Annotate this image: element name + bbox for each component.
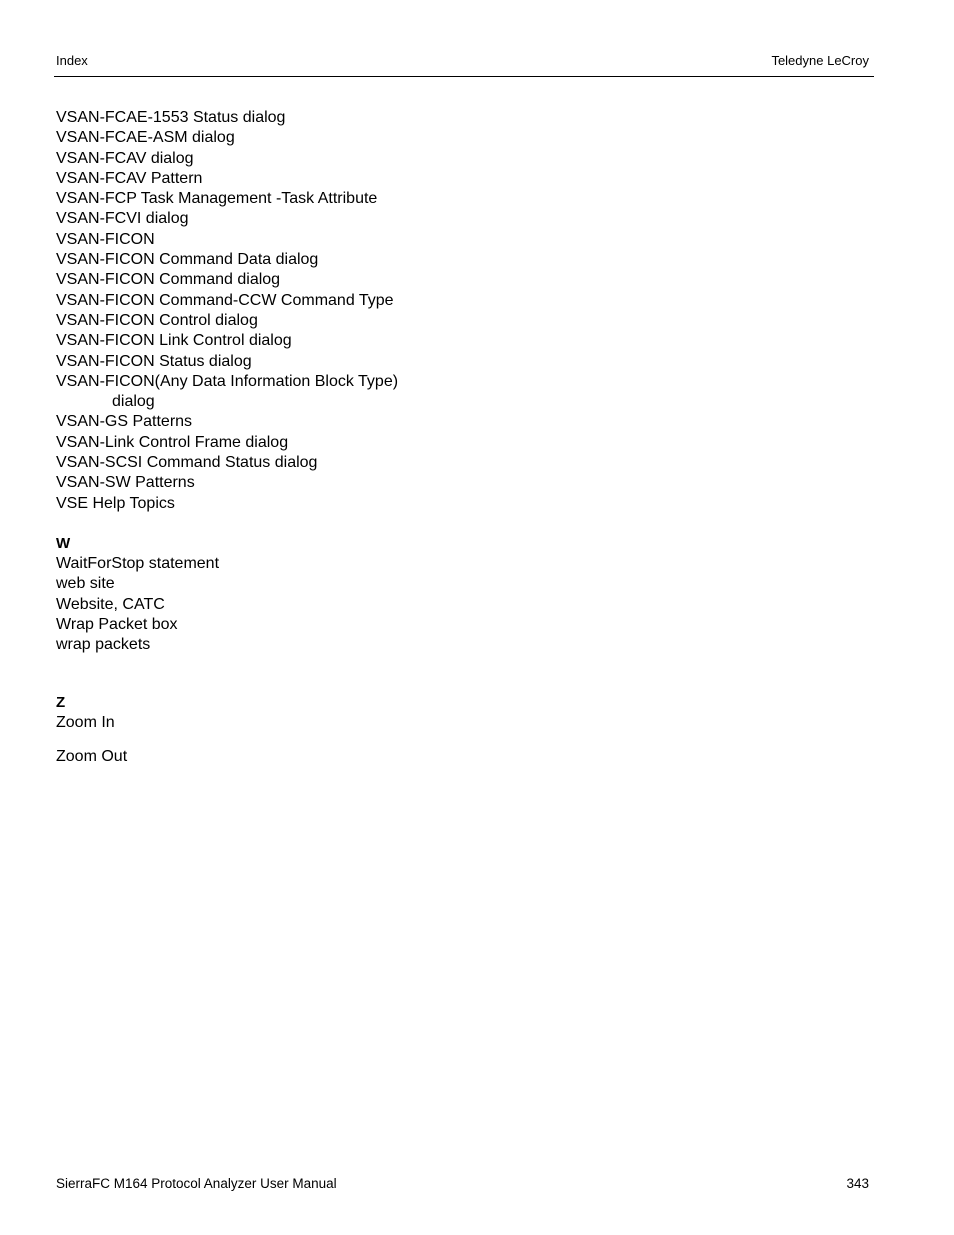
index-entry: VSAN-FCAV Pattern bbox=[56, 169, 203, 187]
index-section-w bbox=[56, 534, 219, 655]
index-entry: VSAN-GS Patterns bbox=[56, 413, 193, 431]
page-footer bbox=[56, 1176, 869, 1191]
index-entry: VSAN-FICON Command dialog bbox=[56, 271, 281, 289]
index-entry: VSAN-FICON(Any Data Information Block Type) bbox=[56, 372, 399, 390]
index-entry: VSAN-SW Patterns bbox=[56, 474, 195, 492]
index-entry: VSAN-FCAE-ASM dialog bbox=[56, 129, 235, 147]
index-entry: VSAN-FICON bbox=[56, 230, 155, 248]
index-list-v bbox=[56, 108, 398, 514]
index-entry: Zoom In bbox=[56, 714, 115, 731]
index-entry: VSAN-FCVI dialog bbox=[56, 210, 189, 228]
index-entry: VSAN-FCP Task Management -Task Attribute bbox=[56, 190, 378, 208]
index-entry: web site bbox=[56, 575, 115, 593]
index-entry: VSAN-FICON Control dialog bbox=[56, 311, 258, 329]
index-entry: VSAN-FICON Command-CCW Command Type bbox=[56, 291, 394, 309]
index-entry: VSAN-SCSI Command Status dialog bbox=[56, 454, 318, 472]
index-section-z bbox=[56, 693, 127, 768]
index-entry: Website, CATC bbox=[56, 595, 165, 613]
section-letter-z: Z bbox=[56, 694, 66, 711]
header-company: Teledyne LeCroy bbox=[771, 53, 869, 68]
footer-manual-title: SierraFC M164 Protocol Analyzer User Manual bbox=[56, 1176, 337, 1191]
index-entry: VSAN-FICON Status dialog bbox=[56, 352, 252, 370]
index-entry: wrap packets bbox=[56, 636, 151, 654]
index-entry: VSAN-Link Control Frame dialog bbox=[56, 433, 289, 451]
section-letter-w: W bbox=[56, 535, 71, 552]
index-entry: Zoom Out bbox=[56, 748, 128, 766]
index-entry: VSAN-FCAV dialog bbox=[56, 149, 194, 167]
index-entry: VSAN-FCAE-1553 Status dialog bbox=[56, 109, 286, 126]
header-section-title: Index bbox=[56, 53, 88, 68]
index-entry-continuation: dialog bbox=[112, 393, 155, 411]
footer-page-number: 343 bbox=[846, 1176, 869, 1191]
page-header bbox=[54, 52, 874, 77]
entry-spacer bbox=[56, 733, 127, 747]
index-entry: VSAN-FICON Command Data dialog bbox=[56, 251, 319, 269]
index-entry: Wrap Packet box bbox=[56, 615, 178, 633]
index-entry: VSE Help Topics bbox=[56, 494, 175, 512]
index-entry: VSAN-FICON Link Control dialog bbox=[56, 332, 292, 350]
index-entry: WaitForStop statement bbox=[56, 555, 220, 572]
